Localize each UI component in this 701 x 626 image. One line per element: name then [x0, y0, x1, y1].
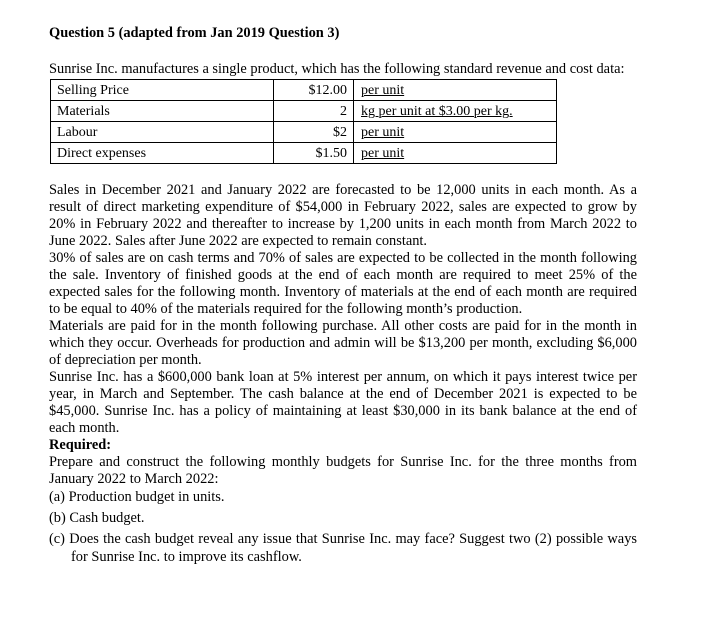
table-cell-unit — [354, 101, 557, 122]
unit-text: kg per unit at $3.00 per kg. — [361, 104, 513, 119]
paragraph-sales: Sales in December 2021 and January 2022 are forecasted to be 12,000 units in each month. As a result of direct marketing expenditure of $54,000 in February 2022, sales are expected to grow by 20% in February 2022 and thereafter to increase by 1,200 units in each month from March 2022 to June 2022. Sales after June 2022 are expected to remain constant. — [49, 182, 637, 249]
unit-text: per unit — [361, 125, 405, 140]
paragraph-loan-cash: Sunrise Inc. has a $600,000 bank loan at 5% interest per annum, on which it pays interest twice per year, in March and September. The cash balance at the end of December 2021 is expected to be $45,000. Sunrise Inc. has a policy of maintaining at least $30,000 in its bank balance at the end of each month. — [49, 369, 637, 436]
unit-text: per unit — [361, 146, 405, 161]
table-cell-value: $12.00 — [274, 80, 354, 101]
required-list — [49, 488, 637, 566]
required-heading: Required: — [49, 437, 112, 453]
table-cell-item: Selling Price — [51, 80, 274, 101]
table-cell-value: $2 — [274, 122, 354, 143]
table-cell-value: $1.50 — [274, 143, 354, 164]
table-cell-unit — [354, 122, 557, 143]
paragraph-payments: Materials are paid for in the month following purchase. All other costs are paid for in the month in which they occur. Overheads for production and admin will be $13,200 per month, excluding $6,000 of depreciation per month. — [49, 318, 637, 368]
table-cell-item: Labour — [51, 122, 274, 143]
table-row — [51, 80, 557, 101]
table-cell-unit — [354, 143, 557, 164]
table-row — [51, 122, 557, 143]
table-cell-unit — [354, 80, 557, 101]
list-item: (b) Cash budget. — [49, 510, 145, 526]
table-cell-value: 2 — [274, 101, 354, 122]
table-cell-item: Materials — [51, 101, 274, 122]
case-description — [49, 182, 637, 566]
table-cell-item: Direct expenses — [51, 143, 274, 164]
intro-text: Sunrise Inc. manufactures a single product, which has the following standard revenue and cost data: — [49, 61, 625, 77]
list-item: (a) Production budget in units. — [49, 489, 225, 505]
unit-text: per unit — [361, 83, 405, 98]
table-row — [51, 101, 557, 122]
table-row — [51, 143, 557, 164]
list-item: (c) Does the cash budget reveal any issue that Sunrise Inc. may face? Suggest two (2) possible ways for Sunrise Inc. to improve its cashflow. — [49, 531, 637, 565]
question-title: Question 5 (adapted from Jan 2019 Question 3) — [49, 25, 340, 41]
standard-cost-table — [50, 79, 557, 164]
required-instruction: Prepare and construct the following monthly budgets for Sunrise Inc. for the three months from January 2022 to March 2022: — [49, 454, 637, 487]
question-page — [49, 25, 637, 569]
paragraph-collections-inventory: 30% of sales are on cash terms and 70% of sales are expected to be collected in the month following the sale. Inventory of finished goods at the end of each month are required to meet 25% of the expected sales for the following month. Inventory of materials at the end of each month are required to be equal to 40% of the materials required for the following month’s production. — [49, 250, 637, 317]
